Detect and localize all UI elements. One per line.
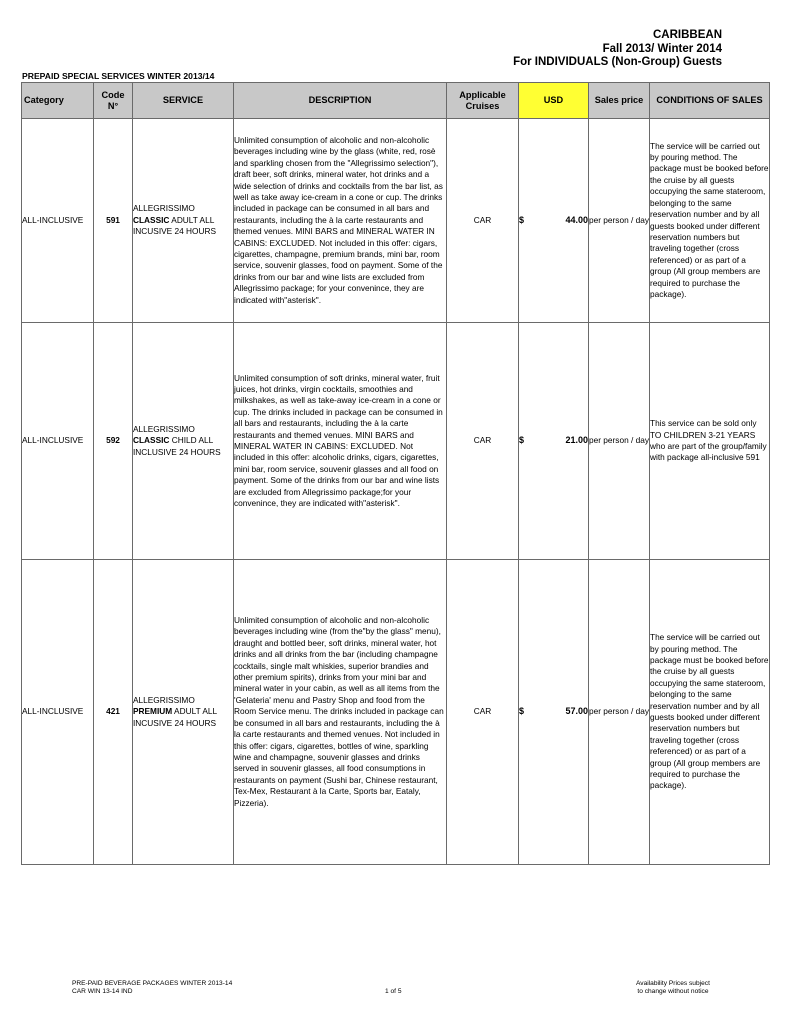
column-header-category: Category <box>22 83 94 119</box>
footer-disclaimer-line1: Availability Prices subject <box>636 980 710 987</box>
audience-title: For INDIVIDUALS (Non-Group) Guests <box>513 56 722 68</box>
currency-symbol: $ <box>519 435 525 446</box>
service-cell <box>133 560 234 865</box>
document-subtitle: PREPAID SPECIAL SERVICES WINTER 2013/14 <box>22 71 215 81</box>
cruises-header-line2: Cruises <box>465 100 500 111</box>
footer-document-code: CAR WIN 13-14 IND <box>72 988 133 995</box>
usd-cell <box>519 323 589 560</box>
conditions-cell: This service can be sold only TO CHILDREN 3-21 YEARS who are part of the group/family with package all-inclusive 591 <box>650 323 770 560</box>
column-header-sales-price: Sales price <box>589 83 650 119</box>
service-cell <box>133 323 234 560</box>
sales-price-cell: per person / day <box>589 323 650 560</box>
service-detail: CHILD ALL INCLUSIVE 24 HOURS <box>133 435 221 457</box>
services-table <box>21 82 770 865</box>
service-detail: ADULT ALL INCUSIVE 24 HOURS <box>133 706 217 728</box>
table-row <box>22 323 770 560</box>
sales-price-cell: per person / day <box>589 119 650 323</box>
column-header-description: DESCRIPTION <box>234 83 447 119</box>
column-header-service: SERVICE <box>133 83 234 119</box>
footer-right <box>636 980 710 996</box>
footer-document-title: PRE-PAID BEVERAGE PACKAGES WINTER 2013-14 <box>72 980 233 987</box>
code-header-line2: N° <box>107 100 119 111</box>
footer-disclaimer-line2: to change without notice <box>637 988 709 995</box>
code-cell: 591 <box>94 119 133 323</box>
service-tier: PREMIUM <box>133 706 173 717</box>
service-detail: ADULT ALL INCUSIVE 24 HOURS <box>133 214 216 237</box>
table-header-row <box>22 83 770 119</box>
description-cell: Unlimited consumption of soft drinks, mineral water, fruit juices, hot drinks, virgin cocktails, smoothies and milkshakes, as well as take-away ice-cream in a cone or cup. The drinks included in package can be consumed in all bars and restaurants, including the à la carte restaurants and themed venues. MINI BARS and MINERAL WATER IN CABINS: EXCLUDED. Not included in this offer: alcoholic drinks, cigars, cigarettes, mini bar, room service, souvenir glasses and all food on payment. Some of the drinks from our bar and wine lists are excluded from Allegrissimo package;for your convenince, they are indicated with"asterisk". <box>234 323 447 560</box>
season-title: Fall 2013/ Winter 2014 <box>602 43 722 55</box>
column-header-code <box>94 83 133 119</box>
description-cell: Unlimited consumption of alcoholic and non-alcoholic beverages including wine by the glass (white, red, rosè and sparkling chosen from the "Allegrissimo selection"), draft beer, soft drinks, mineral water, hot drinks and a wide selection of drinks and cocktails from the bar list, as well as take away ice-cream in a cone or cup. The drinks included in package can be consumed in all bars and restaurants, including the à la carte restaurants and themed venues. MINI BARS and MINERAL WATER IN CABINS: EXCLUDED. Not included in this offer: cigars, cigarettes, champagne, premium brands, mini bar, room service, souvenir glasses, food on payment. Some of the drinks from our bar and wine lists are excluded from Allegrissimo package; for your convenince, they are indicated with"asterisk". <box>234 119 447 323</box>
footer-left <box>72 980 232 996</box>
service-name: ALLEGRISSIMO <box>133 694 195 705</box>
code-cell: 421 <box>94 560 133 865</box>
cruises-cell: CAR <box>447 323 519 560</box>
category-cell: ALL-INCLUSIVE <box>22 560 94 865</box>
description-cell: Unlimited consumption of alcoholic and non-alcoholic beverages including wine (from the"by the glass" menu), draught and bottled beer, soft drinks, mineral water, hot drinks and all drinks from the bar (including champagne cocktails, single malt whiskies, superior brandies and other premium spirits), drinks from your mini bar and mineral water in your cabin, as well as all items from the 'Gelateria' menu and Pastry Shop and food from the Room Service menu. The drinks included in package can be consumed in all bars and restaurants, including the à la carte restaurants and themed venues. Not included in this offer: cigars, cigarettes, bottles of wine, sparkling wine and champagne, souvenir glasses and drinks served in souvenir glasses, all food consumptions in restaurants on payment (Sushi bar, Chinese restaurant, Tex-Mex, Restaurant à la Carte, Sports bar, Eataly, Pizzeria). <box>234 560 447 865</box>
currency-symbol: $ <box>519 214 525 225</box>
region-title: CARIBBEAN <box>653 29 722 41</box>
sales-price-cell: per person / day <box>589 560 650 865</box>
price-value: 21.00 <box>565 435 588 446</box>
conditions-cell: The service will be carried out by pouring method. The package must be booked before the cruise by all guests occupying the same stateroom, belonging to the same reservation number and by all guests booked under different reservation numbers but traveling together (cross referenced) or as part of a group (All group members are required to purchase the package). <box>650 560 770 865</box>
service-tier: CLASSIC <box>133 214 170 225</box>
cruises-cell: CAR <box>447 119 519 323</box>
category-cell: ALL-INCLUSIVE <box>22 119 94 323</box>
category-cell: ALL-INCLUSIVE <box>22 323 94 560</box>
service-cell <box>133 119 234 323</box>
service-tier: CLASSIC <box>133 435 170 446</box>
currency-symbol: $ <box>519 706 525 717</box>
table-row <box>22 560 770 865</box>
cruises-header-line1: Applicable <box>459 89 506 100</box>
usd-cell <box>519 119 589 323</box>
service-name: ALLEGRISSIMO <box>133 423 195 434</box>
code-cell: 592 <box>94 323 133 560</box>
column-header-conditions: CONDITIONS OF SALES <box>650 83 770 119</box>
usd-cell <box>519 560 589 865</box>
cruises-cell: CAR <box>447 560 519 865</box>
column-header-usd: USD <box>519 83 589 119</box>
table-row <box>22 119 770 323</box>
code-header-line1: Code <box>101 89 125 100</box>
service-name: ALLEGRISSIMO <box>133 203 195 214</box>
column-header-cruises <box>447 83 519 119</box>
page-number: 1 of 5 <box>385 988 402 995</box>
conditions-cell: The service will be carried out by pouring method. The package must be booked before the cruise by all guests occupying the same stateroom, belonging to the same reservation number and by all guests booked under different reservation numbers but traveling together (cross referenced) or as part of a group (All group members are required to purchase the package). <box>650 119 770 323</box>
price-value: 57.00 <box>565 706 588 717</box>
price-value: 44.00 <box>565 214 588 225</box>
